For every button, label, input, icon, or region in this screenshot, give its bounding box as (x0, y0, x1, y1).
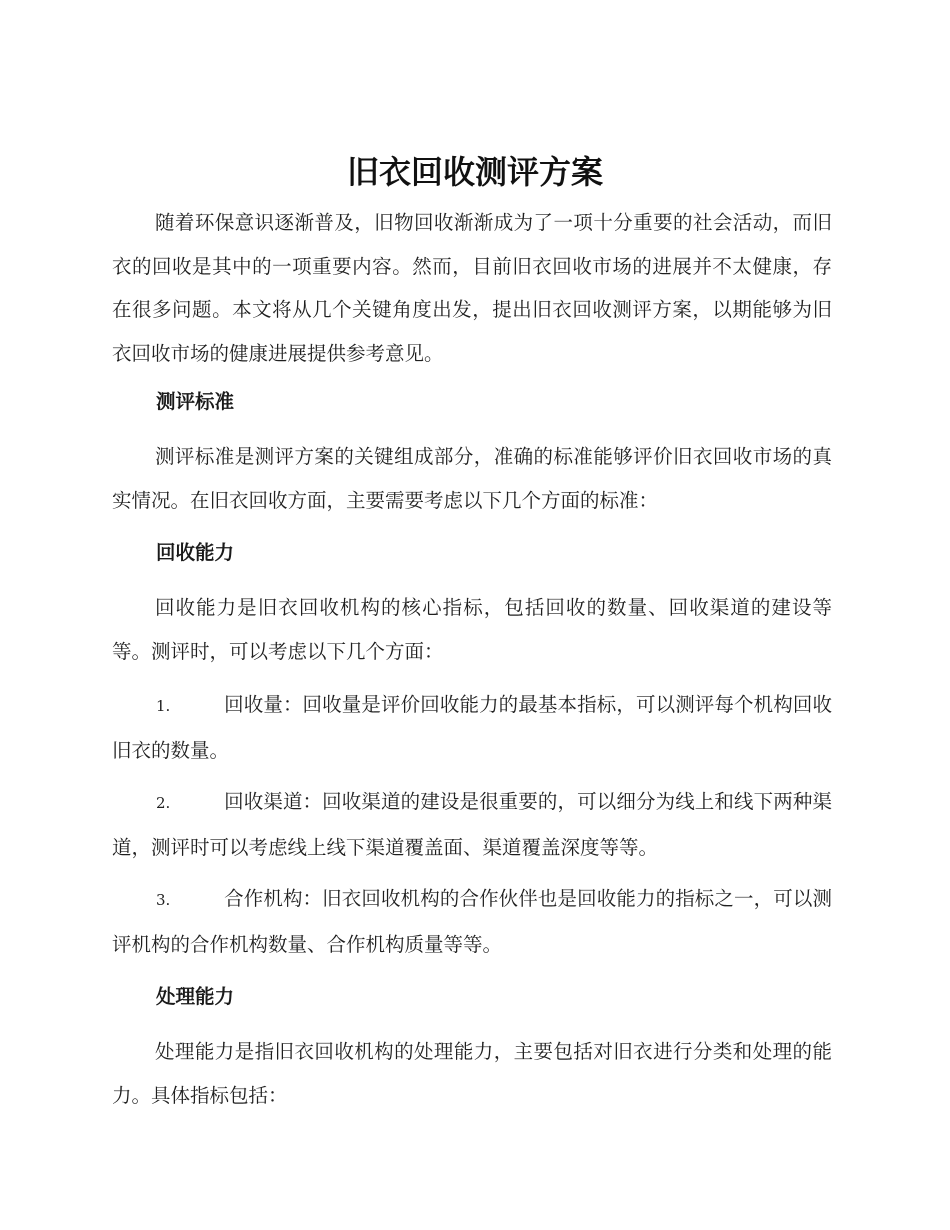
intro-paragraph: 随着环保意识逐渐普及，旧物回收渐渐成为了一项十分重要的社会活动，而旧衣的回收是其中的一项重要内容。然而，目前旧衣回收市场的进展并不太健康，存在很多问题。本文将从几个关键角度出发，提出旧衣回收测评方案，以期能够为旧衣回收市场的健康进展提供参考意见。 (112, 211, 832, 365)
processing-capacity-paragraph: 处理能力是指旧衣回收机构的处理能力，主要包括对旧衣进行分类和处理的能力。具体指标包括： (112, 1040, 832, 1107)
document-title: 旧衣回收测评方案 (346, 153, 603, 191)
list-item (112, 780, 832, 869)
section-heading-processing-capacity: 处理能力 (156, 985, 235, 1008)
list-item (112, 877, 832, 966)
list-item-text: 合作机构：旧衣回收机构的合作伙伴也是回收能力的指标之一，可以测评机构的合作机构数量、合作机构质量等等。 (112, 887, 832, 956)
list-item-number: 2. (156, 794, 171, 812)
list-item-text: 回收渠道：回收渠道的建设是很重要的，可以细分为线上和线下两种渠道，测评时可以考虑线上线下渠道覆盖面、渠道覆盖深度等等。 (112, 790, 832, 859)
list-item (112, 683, 832, 772)
list-item-number: 3. (156, 891, 171, 909)
evaluation-criteria-paragraph: 测评标准是测评方案的关键组成部分，准确的标准能够评价旧衣回收市场的真实情况。在旧衣回收方面，主要需要考虑以下几个方面的标准： (112, 445, 832, 512)
section-heading-collection-capacity: 回收能力 (156, 541, 235, 564)
list-item-text: 回收量：回收量是评价回收能力的最基本指标，可以测评每个机构回收旧衣的数量。 (112, 693, 832, 762)
list-item-number: 1. (156, 697, 171, 715)
collection-capacity-paragraph: 回收能力是旧衣回收机构的核心指标，包括回收的数量、回收渠道的建设等等。测评时，可以考虑以下几个方面： (112, 596, 832, 663)
section-heading-evaluation-criteria: 测评标准 (156, 390, 235, 413)
